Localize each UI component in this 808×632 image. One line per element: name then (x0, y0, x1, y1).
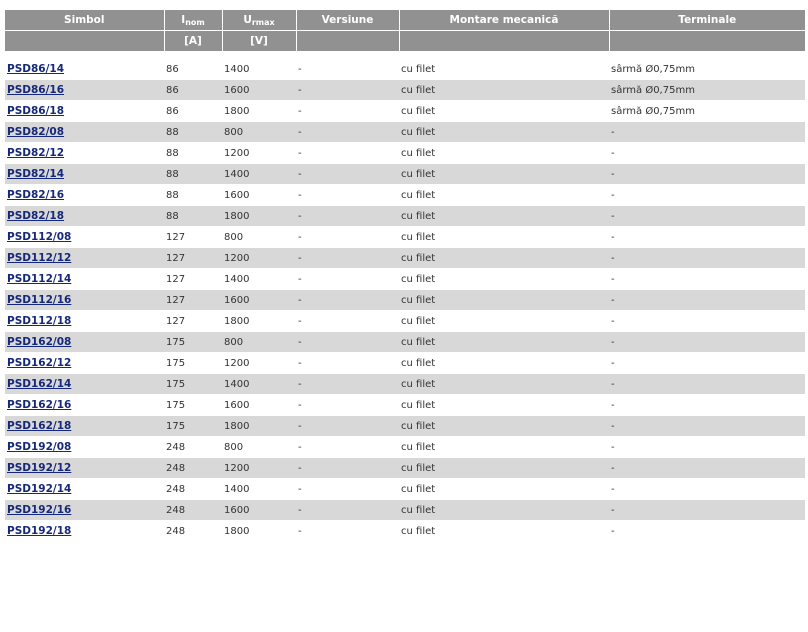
header-gap (5, 52, 805, 60)
table-row (5, 122, 805, 143)
cell-simbol (5, 80, 164, 101)
cell-terminale: sârmă Ø0,75mm (609, 59, 805, 80)
cell-urmax: 1200 (222, 248, 296, 269)
cell-terminale: - (609, 479, 805, 500)
cell-simbol (5, 185, 164, 206)
table-row (5, 374, 805, 395)
cell-montare: cu filet (399, 101, 609, 122)
product-link[interactable]: PSD82/18 (7, 210, 65, 222)
table-row (5, 458, 805, 479)
header-row (5, 10, 805, 31)
unit-terminale (609, 31, 805, 52)
cell-simbol (5, 101, 164, 122)
cell-urmax: 1800 (222, 416, 296, 437)
cell-montare: cu filet (399, 122, 609, 143)
cell-terminale: - (609, 500, 805, 521)
header-montare: Montare mecanică (399, 10, 609, 31)
table-row (5, 395, 805, 416)
header-urmax (222, 10, 296, 31)
table-row (5, 353, 805, 374)
cell-simbol (5, 59, 164, 80)
cell-simbol (5, 416, 164, 437)
cell-terminale: - (609, 290, 805, 311)
product-link[interactable]: PSD82/08 (7, 126, 65, 138)
cell-urmax: 1600 (222, 395, 296, 416)
cell-inom: 248 (164, 479, 222, 500)
cell-urmax: 1200 (222, 143, 296, 164)
product-link[interactable]: PSD86/16 (7, 84, 65, 96)
cell-terminale: - (609, 416, 805, 437)
product-link[interactable]: PSD86/18 (7, 105, 65, 117)
cell-urmax: 1800 (222, 521, 296, 542)
cell-terminale: - (609, 437, 805, 458)
cell-simbol (5, 479, 164, 500)
cell-urmax: 1800 (222, 206, 296, 227)
cell-simbol (5, 143, 164, 164)
cell-versiune: - (296, 437, 399, 458)
table-row (5, 248, 805, 269)
cell-montare: cu filet (399, 269, 609, 290)
cell-versiune: - (296, 458, 399, 479)
cell-terminale: - (609, 332, 805, 353)
cell-montare: cu filet (399, 437, 609, 458)
cell-montare: cu filet (399, 479, 609, 500)
product-link[interactable]: PSD112/18 (7, 315, 72, 327)
cell-simbol (5, 122, 164, 143)
product-link[interactable]: PSD192/18 (7, 525, 72, 537)
cell-inom: 127 (164, 227, 222, 248)
header-simbol: Simbol (5, 10, 164, 31)
cell-versiune: - (296, 500, 399, 521)
product-link[interactable]: PSD192/12 (7, 462, 72, 474)
unit-versiune (296, 31, 399, 52)
cell-inom: 248 (164, 437, 222, 458)
cell-simbol (5, 206, 164, 227)
cell-versiune: - (296, 101, 399, 122)
table-row (5, 311, 805, 332)
cell-montare: cu filet (399, 458, 609, 479)
product-link[interactable]: PSD162/18 (7, 420, 72, 432)
cell-montare: cu filet (399, 416, 609, 437)
cell-versiune: - (296, 374, 399, 395)
cell-montare: cu filet (399, 500, 609, 521)
cell-versiune: - (296, 353, 399, 374)
table-row (5, 416, 805, 437)
cell-simbol (5, 437, 164, 458)
header-inom (164, 10, 222, 31)
product-link[interactable]: PSD162/08 (7, 336, 72, 348)
unit-inom: [A] (164, 31, 222, 52)
cell-terminale: - (609, 206, 805, 227)
units-row (5, 31, 805, 52)
product-link[interactable]: PSD112/08 (7, 231, 72, 243)
cell-versiune: - (296, 332, 399, 353)
cell-versiune: - (296, 59, 399, 80)
table-row (5, 59, 805, 80)
cell-inom: 88 (164, 122, 222, 143)
product-link[interactable]: PSD162/14 (7, 378, 72, 390)
table-header (5, 10, 805, 52)
cell-simbol (5, 521, 164, 542)
cell-terminale: - (609, 353, 805, 374)
cell-urmax: 1400 (222, 164, 296, 185)
cell-urmax: 1200 (222, 353, 296, 374)
header-urmax-subscript: rmax (251, 18, 275, 27)
cell-simbol (5, 164, 164, 185)
cell-versiune: - (296, 479, 399, 500)
cell-versiune: - (296, 80, 399, 101)
product-link[interactable]: PSD192/14 (7, 483, 72, 495)
product-table (5, 10, 805, 542)
cell-terminale: - (609, 185, 805, 206)
product-link[interactable]: PSD162/16 (7, 399, 72, 411)
cell-simbol (5, 311, 164, 332)
cell-terminale: sârmă Ø0,75mm (609, 80, 805, 101)
cell-simbol (5, 395, 164, 416)
cell-terminale: - (609, 269, 805, 290)
cell-inom: 86 (164, 101, 222, 122)
cell-terminale: - (609, 374, 805, 395)
product-link[interactable]: PSD112/12 (7, 252, 72, 264)
cell-terminale: - (609, 143, 805, 164)
cell-versiune: - (296, 269, 399, 290)
cell-versiune: - (296, 248, 399, 269)
cell-montare: cu filet (399, 395, 609, 416)
cell-inom: 88 (164, 164, 222, 185)
cell-urmax: 1400 (222, 374, 296, 395)
unit-urmax: [V] (222, 31, 296, 52)
cell-simbol (5, 290, 164, 311)
table-row (5, 227, 805, 248)
cell-inom: 127 (164, 269, 222, 290)
cell-inom: 88 (164, 206, 222, 227)
cell-urmax: 1200 (222, 458, 296, 479)
cell-urmax: 1800 (222, 311, 296, 332)
cell-versiune: - (296, 122, 399, 143)
cell-urmax: 1400 (222, 59, 296, 80)
header-inom-symbol: I (181, 14, 186, 26)
cell-versiune: - (296, 311, 399, 332)
product-link[interactable]: PSD86/14 (7, 63, 65, 75)
cell-inom: 175 (164, 395, 222, 416)
cell-montare: cu filet (399, 59, 609, 80)
header-terminale: Terminale (609, 10, 805, 31)
cell-simbol (5, 248, 164, 269)
table-row (5, 164, 805, 185)
table-row (5, 290, 805, 311)
cell-urmax: 1600 (222, 290, 296, 311)
table-row (5, 80, 805, 101)
cell-montare: cu filet (399, 332, 609, 353)
cell-inom: 88 (164, 185, 222, 206)
cell-versiune: - (296, 290, 399, 311)
cell-terminale: - (609, 521, 805, 542)
cell-montare: cu filet (399, 311, 609, 332)
cell-montare: cu filet (399, 248, 609, 269)
cell-inom: 88 (164, 143, 222, 164)
cell-montare: cu filet (399, 143, 609, 164)
table-row (5, 185, 805, 206)
cell-versiune: - (296, 185, 399, 206)
cell-terminale: - (609, 164, 805, 185)
table-row (5, 269, 805, 290)
table-row (5, 437, 805, 458)
product-link[interactable]: PSD82/12 (7, 147, 65, 159)
cell-montare: cu filet (399, 185, 609, 206)
unit-simbol (5, 31, 164, 52)
cell-inom: 248 (164, 458, 222, 479)
cell-versiune: - (296, 395, 399, 416)
cell-inom: 175 (164, 332, 222, 353)
cell-inom: 175 (164, 374, 222, 395)
table-row (5, 479, 805, 500)
cell-versiune: - (296, 521, 399, 542)
cell-urmax: 800 (222, 332, 296, 353)
cell-montare: cu filet (399, 227, 609, 248)
cell-versiune: - (296, 227, 399, 248)
cell-versiune: - (296, 206, 399, 227)
cell-terminale: - (609, 311, 805, 332)
table-row (5, 332, 805, 353)
cell-terminale: - (609, 458, 805, 479)
cell-simbol (5, 353, 164, 374)
gap-cell (5, 52, 805, 60)
table-row (5, 206, 805, 227)
cell-terminale: - (609, 227, 805, 248)
cell-terminale: sârmă Ø0,75mm (609, 101, 805, 122)
product-link[interactable]: PSD162/12 (7, 357, 72, 369)
cell-simbol (5, 332, 164, 353)
table-row (5, 500, 805, 521)
table-body (5, 52, 805, 542)
product-link[interactable]: PSD82/16 (7, 189, 65, 201)
cell-simbol (5, 458, 164, 479)
cell-versiune: - (296, 416, 399, 437)
cell-urmax: 800 (222, 122, 296, 143)
cell-versiune: - (296, 164, 399, 185)
cell-inom: 127 (164, 290, 222, 311)
product-link[interactable]: PSD112/14 (7, 273, 72, 285)
cell-terminale: - (609, 122, 805, 143)
cell-montare: cu filet (399, 290, 609, 311)
cell-urmax: 1600 (222, 500, 296, 521)
cell-simbol (5, 269, 164, 290)
cell-terminale: - (609, 248, 805, 269)
product-link[interactable]: PSD82/14 (7, 168, 65, 180)
cell-inom: 175 (164, 353, 222, 374)
unit-montare (399, 31, 609, 52)
table-row (5, 101, 805, 122)
cell-montare: cu filet (399, 374, 609, 395)
cell-simbol (5, 500, 164, 521)
cell-simbol (5, 227, 164, 248)
product-link[interactable]: PSD192/08 (7, 441, 72, 453)
cell-montare: cu filet (399, 353, 609, 374)
cell-urmax: 800 (222, 437, 296, 458)
table-row (5, 521, 805, 542)
table-row (5, 143, 805, 164)
product-table-container (5, 10, 805, 542)
cell-urmax: 800 (222, 227, 296, 248)
cell-urmax: 1400 (222, 269, 296, 290)
cell-inom: 127 (164, 311, 222, 332)
cell-inom: 127 (164, 248, 222, 269)
cell-montare: cu filet (399, 521, 609, 542)
cell-terminale: - (609, 395, 805, 416)
product-link[interactable]: PSD192/16 (7, 504, 72, 516)
cell-inom: 86 (164, 80, 222, 101)
header-inom-subscript: nom (185, 18, 205, 27)
cell-simbol (5, 374, 164, 395)
cell-versiune: - (296, 143, 399, 164)
cell-montare: cu filet (399, 164, 609, 185)
cell-inom: 248 (164, 500, 222, 521)
cell-urmax: 1800 (222, 101, 296, 122)
cell-urmax: 1600 (222, 80, 296, 101)
header-versiune: Versiune (296, 10, 399, 31)
product-link[interactable]: PSD112/16 (7, 294, 72, 306)
cell-inom: 86 (164, 59, 222, 80)
header-urmax-symbol: U (243, 14, 252, 26)
cell-inom: 175 (164, 416, 222, 437)
cell-montare: cu filet (399, 80, 609, 101)
cell-urmax: 1400 (222, 479, 296, 500)
cell-montare: cu filet (399, 206, 609, 227)
cell-urmax: 1600 (222, 185, 296, 206)
cell-inom: 248 (164, 521, 222, 542)
